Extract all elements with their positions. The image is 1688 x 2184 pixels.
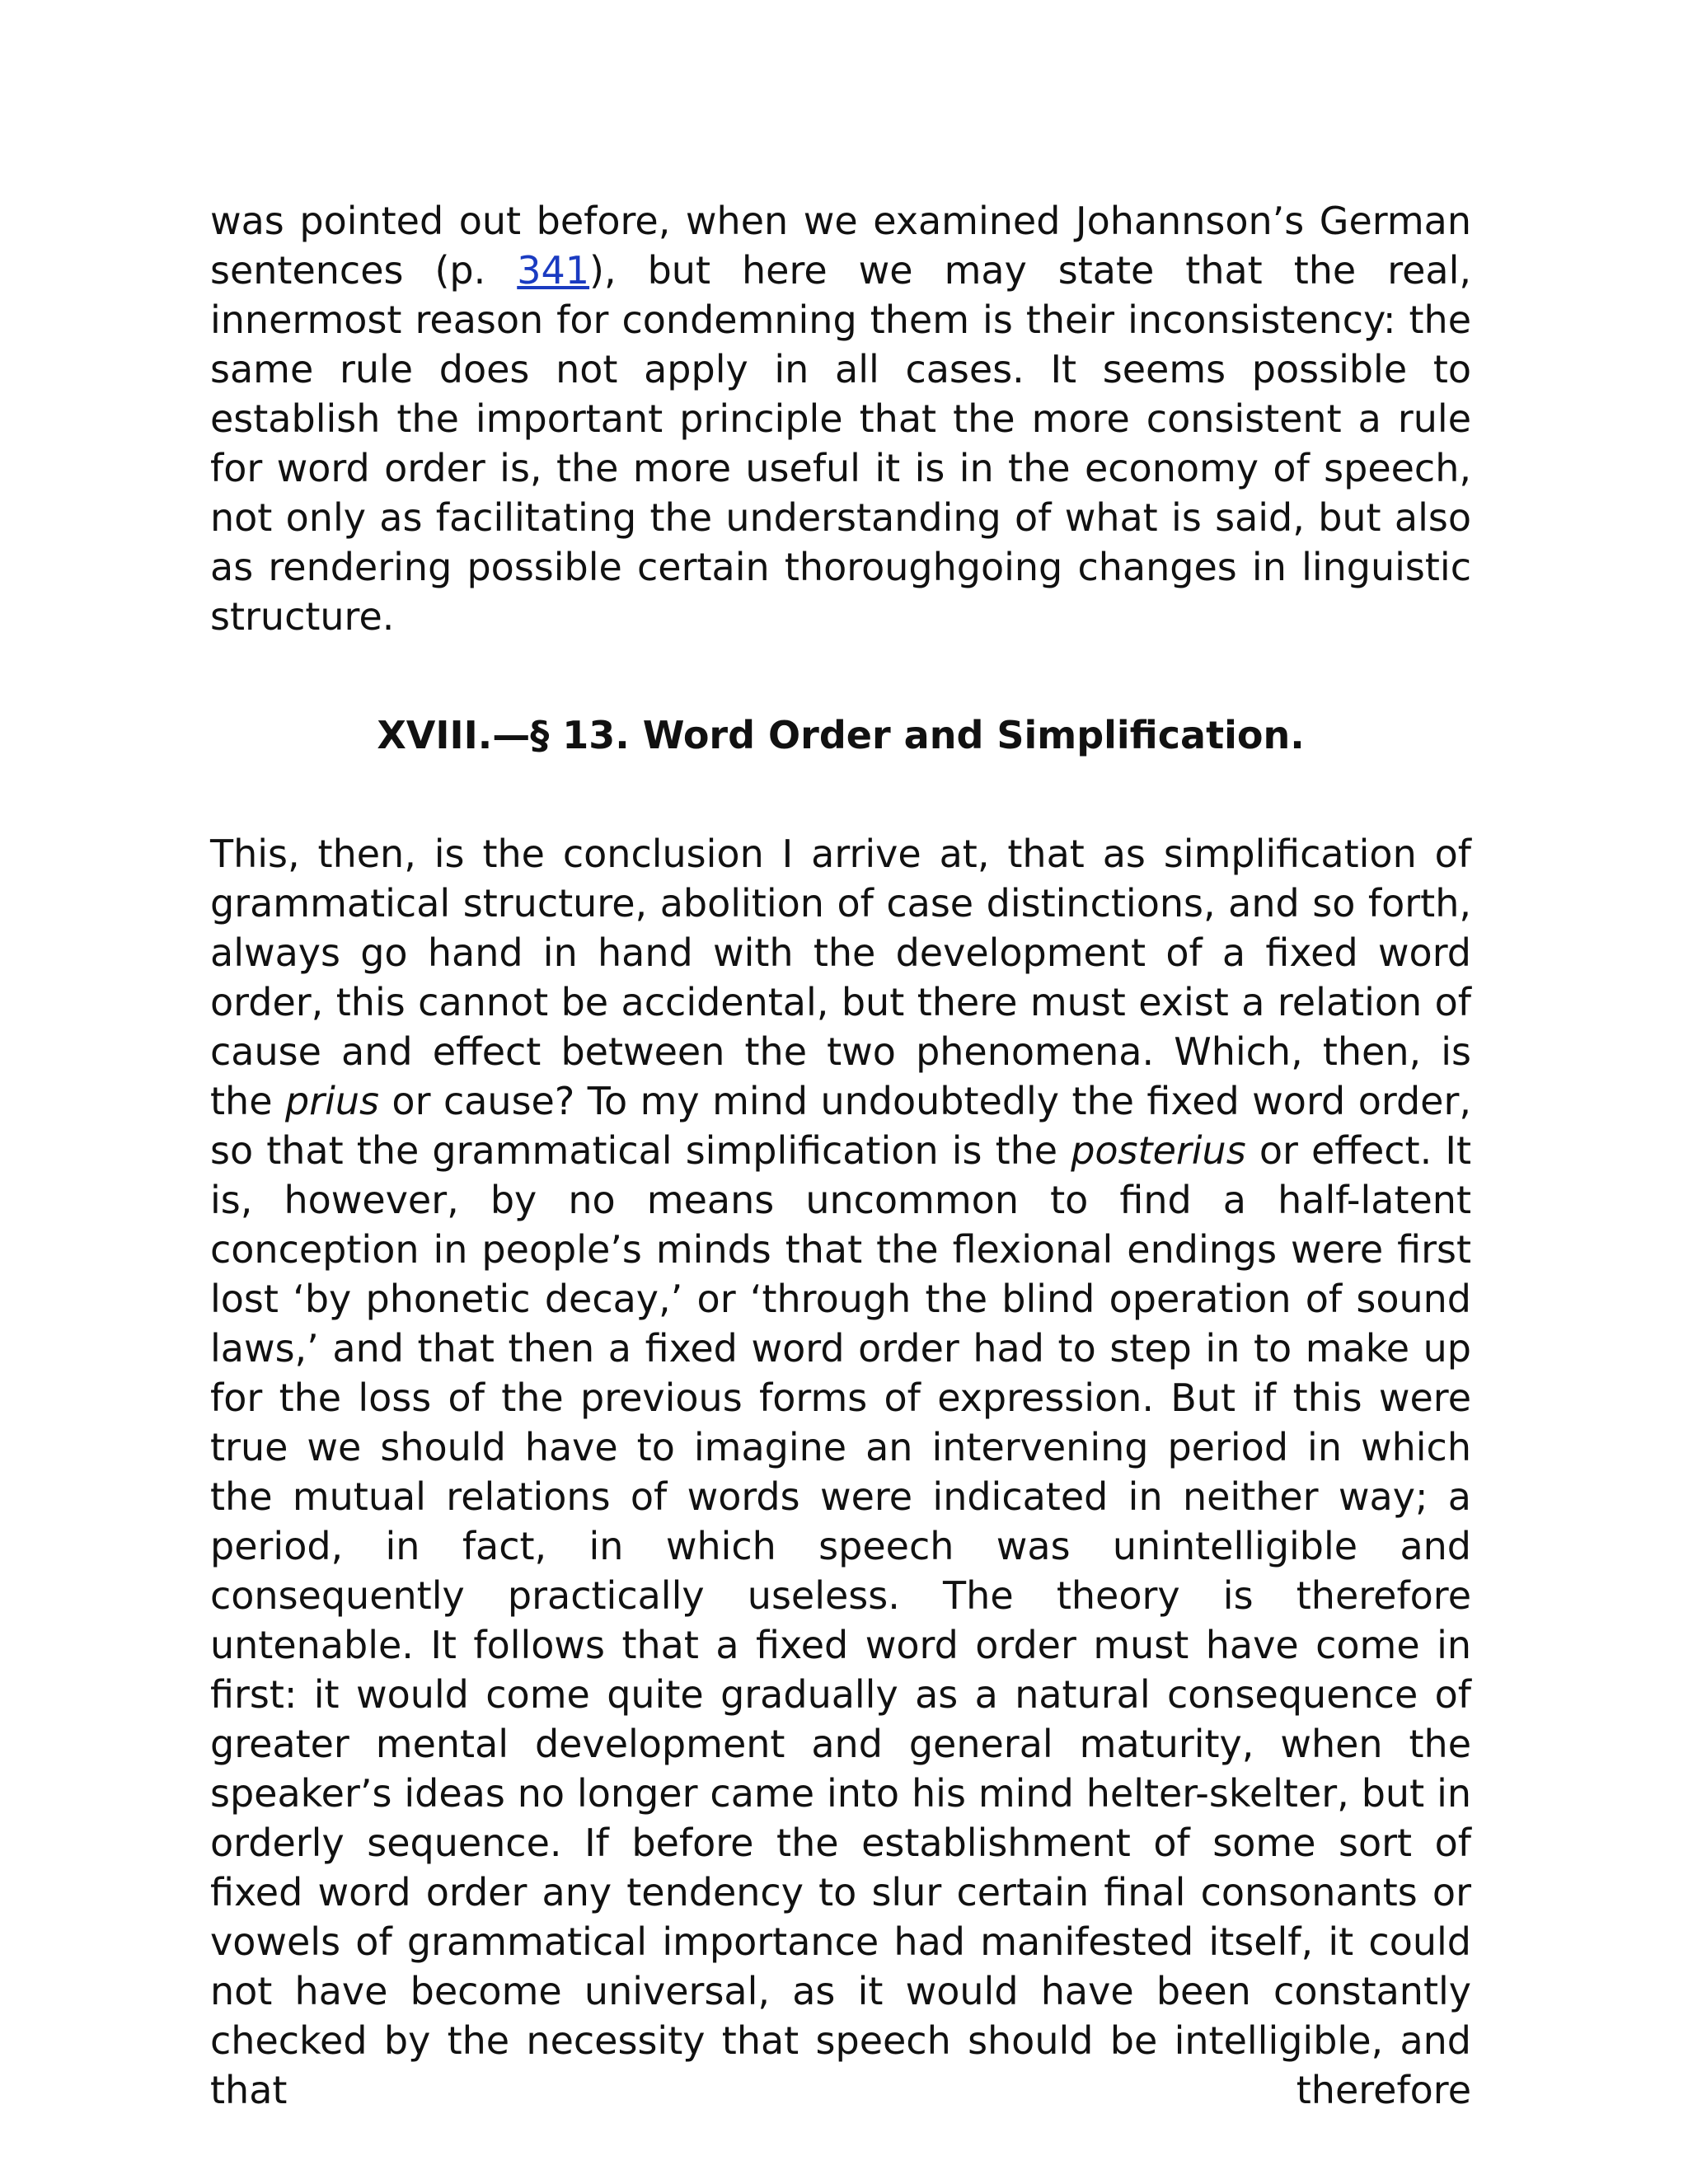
section-heading: XVIII.—§ 13. Word Order and Simplification.	[377, 713, 1305, 757]
paragraph-main	[210, 829, 1471, 2115]
paragraph-main-text-b: or cause? To my mind undoubtedly the fixed word order, so that the grammatical simplification is the	[210, 1079, 1471, 1173]
document-page	[210, 196, 1471, 2115]
paragraph-main-text-c: or effect. It is, however, by no means uncommon to find a half-latent conception in people’s minds that the flexional endings were first lost ‘by phonetic decay,’ or ‘through the blind operation of sound laws,’ and that then a fixed word order had to step in to make up for the loss of the previous forms of expression. But if this were true we should have to imagine an intervening period in which the mutual relations of words were indicated in neither way; a period, in fact, in which speech was unintelligible and consequently practically useless. The theory is therefore untenable. It follows that a fixed word order must have come in first: it would come quite gradually as a natural consequence of greater mental development and general maturity, when the speaker’s ideas no longer came into his mind helter-skelter, but in orderly sequence. If before the establishment of some sort of fixed word order any tendency to slur certain final consonants or vowels of grammatical importance had manifested itself, it could not have become universal, as it would have been constantly checked by the necessity that speech should be intelligible, and that therefore	[210, 1128, 1471, 2112]
paragraph-intro-text-b: ), but here we may state that the real, innermost reason for condemning them is their inconsistency: the same rule does not apply in all cases. It seems possible to establish the important principle that the more consistent a rule for word order is, the more useful it is in the economy of speech, not only as facilitating the understanding of what is said, but also as rendering possible certain thoroughgoing changes in linguistic structure.	[210, 248, 1471, 639]
paragraph-main-text-a: This, then, is the conclusion I arrive at, that as simplification of grammatical structure, abolition of case distinctions, and so forth, always go hand in hand with the development of a fixed word order, this cannot be accidental, but there must exist a relation of cause and effect between the two phenomena. Which, then, is the	[210, 832, 1471, 1123]
paragraph-intro	[210, 196, 1471, 641]
italic-term-posterius: posterius	[1071, 1128, 1246, 1173]
paragraph-intro-text-a: was pointed out before, when we examined Johannson’s German sentences (p.	[210, 199, 1471, 293]
italic-term-prius: prius	[284, 1079, 379, 1123]
page-reference-link[interactable]: 341	[517, 248, 590, 293]
